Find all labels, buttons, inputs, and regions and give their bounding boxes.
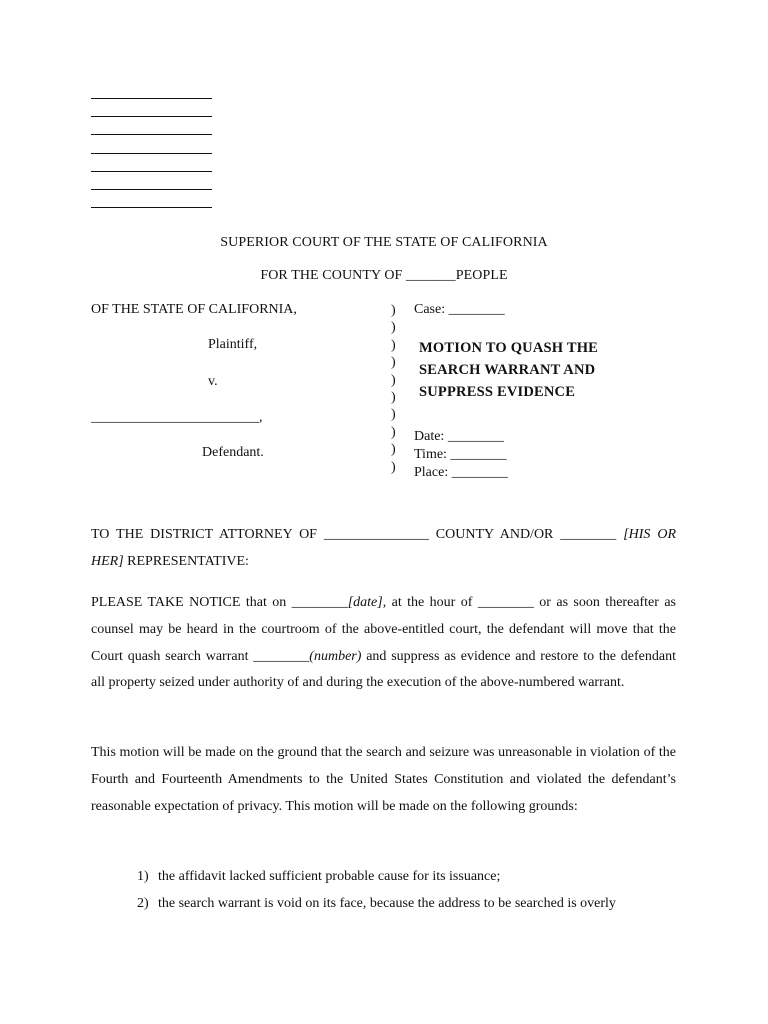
attorney-line bbox=[91, 98, 212, 99]
county-heading bbox=[0, 268, 768, 284]
court-heading: SUPERIOR COURT OF THE STATE OF CALIFORNIA bbox=[220, 235, 548, 250]
attorney-line bbox=[91, 171, 212, 172]
addressee-paragraph: TO THE DISTRICT ATTORNEY OF _______________ COUNTY AND/OR ________ [HIS OR HER] REPRESENTATIVE: bbox=[91, 527, 676, 569]
hearing-details bbox=[414, 428, 508, 482]
list-item: 2) the search warrant is void on its face, because the address to be searched is overly bbox=[137, 895, 616, 911]
attorney-line bbox=[91, 153, 212, 154]
motion-ground-paragraph: This motion will be made on the ground that the search and seizure was unreasonable in violation of the Fourth and Fourteenth Amendments to the United States Constitution and violated the defendant’s reasonable expectation of privacy. This motion will be made on the following grounds: bbox=[91, 745, 676, 814]
motion-title-line: SEARCH WARRANT AND bbox=[419, 362, 596, 378]
motion-title-line: SUPPRESS EVIDENCE bbox=[419, 384, 576, 400]
county-blank: _______ bbox=[406, 268, 456, 283]
plaintiff-label: Plaintiff, bbox=[208, 337, 258, 352]
motion-title-line: MOTION TO QUASH THE bbox=[419, 340, 599, 356]
hearing-date: Date: ________ bbox=[414, 429, 504, 444]
versus-label: v. bbox=[208, 374, 218, 389]
county-prefix: FOR THE COUNTY OF bbox=[260, 268, 407, 283]
attorney-line bbox=[91, 134, 212, 135]
county-suffix: PEOPLE bbox=[455, 268, 508, 283]
case-number bbox=[414, 302, 505, 318]
notice-paragraph: PLEASE TAKE NOTICE that on ________[date], at the hour of ________ or as soon thereafter as counsel may be heard in the courtroom of the above-entitled court, the defendant will move that the Court quash search warrant ________(number) and suppress as evidence and restore to the defendant all property seized under authority of and during the execution of the above-numbered warrant. bbox=[91, 595, 677, 691]
list-item: 1) the affidavit lacked sufficient probable cause for its issuance; bbox=[137, 869, 501, 884]
attorney-line bbox=[91, 116, 212, 117]
attorney-line bbox=[91, 207, 212, 208]
case-blank: ________ bbox=[448, 302, 505, 317]
defendant-name-blank: ________________________, bbox=[91, 410, 263, 425]
caption-parentheses: ) ) ) ) ) ) ) ) ) ) bbox=[391, 303, 396, 475]
defendant-label: Defendant. bbox=[202, 445, 264, 460]
hearing-time: Time: ________ bbox=[414, 447, 507, 462]
motion-title bbox=[419, 337, 598, 403]
attorney-line bbox=[91, 189, 212, 190]
plaintiff-line: OF THE STATE OF CALIFORNIA, bbox=[91, 302, 297, 317]
case-label: Case: bbox=[414, 302, 446, 317]
attorney-info-lines bbox=[91, 98, 212, 225]
hearing-place: Place: ________ bbox=[414, 465, 508, 480]
grounds-list bbox=[137, 866, 616, 919]
